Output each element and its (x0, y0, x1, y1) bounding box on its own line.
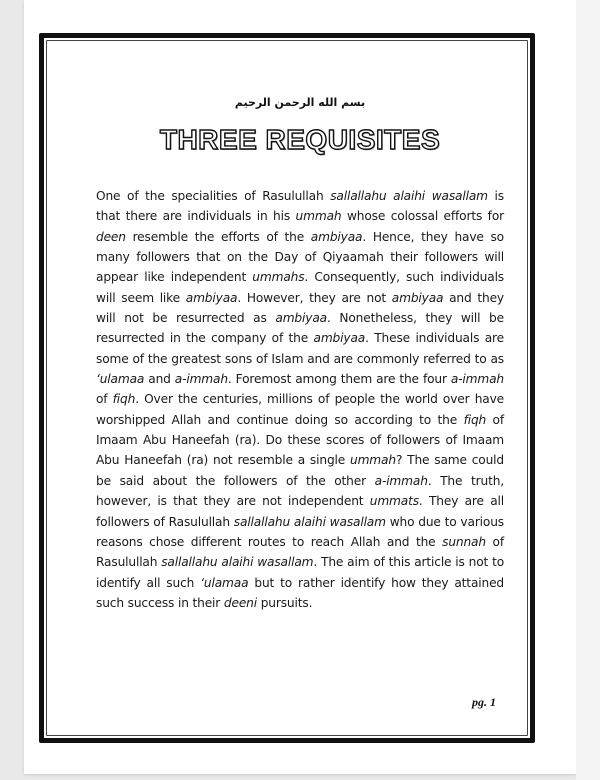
italic-term: a-immah (450, 372, 504, 387)
bismillah-heading: بسم الله الرحمن الرحيم (234, 96, 366, 109)
italic-term: a-immah (174, 372, 228, 387)
article-paragraph (96, 186, 504, 613)
italic-term: ‘ulamaa (200, 575, 249, 590)
text-run: ? The same could be said about the followers of the other (96, 453, 504, 488)
italic-term: ambiyaa (185, 290, 238, 305)
italic-term: sallallahu alaihi wasallam (161, 555, 314, 570)
text-run: of (96, 392, 113, 407)
text-run: pursuits. (256, 595, 313, 610)
italic-term: sallallahu alaihi wasallam (330, 189, 488, 203)
text-run: of Imaam Abu Haneefah (ra). Do these scores of followers of Imaam Abu Haneefah (ra) not resemble a single (96, 412, 504, 468)
text-run: . They are all followers of Rasulullah (96, 494, 504, 529)
text-run: but to rather identify how they attained such success in their (96, 575, 505, 610)
italic-term: ambiyaa (313, 331, 366, 346)
text-run: One of the specialities of Rasulullah (96, 189, 331, 203)
text-run: . Over the centuries, millions of people the world over have worshipped Allah and continue doing so according to the (96, 392, 504, 427)
text-run: and they will not be resurrected as (96, 290, 504, 326)
italic-term: ‘ulamaa (96, 372, 145, 387)
italic-term: fiqh (112, 392, 136, 407)
text-run: . The aim of this article is not to identify all such (96, 555, 505, 590)
text-run: whose colossal efforts for (341, 209, 504, 224)
text-run: . However, they are not (237, 290, 392, 305)
text-run: and (144, 372, 175, 387)
italic-term: deeni (223, 595, 257, 610)
italic-term: ambiyaa (310, 229, 363, 244)
text-run: . These individuals are some of the greatest sons of Islam and are commonly referred to as (96, 331, 504, 366)
text-run: resemble the efforts of the (125, 229, 311, 244)
italic-term: deen (96, 229, 126, 244)
italic-term: ummah (350, 453, 396, 468)
text-run: . Hence, they have so many followers that on the Day of Qiyaamah their followers will appear like independent (96, 229, 504, 285)
page-number: pg. 1 (472, 695, 496, 709)
page-title: THREE REQUISITES (159, 124, 441, 155)
text-run: of Rasulullah (96, 534, 505, 570)
italic-term: fiqh (463, 412, 487, 427)
scroll-area-edge (576, 0, 600, 780)
text-run: . Foremost among them are the four (227, 372, 451, 387)
text-run: . Nonetheless, they will be resurrected in the company of the (96, 311, 504, 346)
text-run: who due to various reasons chose different routes to reach Allah and the (96, 514, 504, 549)
italic-term: sunnah (442, 534, 486, 549)
italic-term: sallallahu alaihi wasallam (233, 514, 386, 529)
italic-term: ummah (295, 209, 342, 224)
italic-term: a-immah (374, 473, 428, 488)
italic-term: ambiyaa (391, 290, 444, 305)
italic-term: ummahs (252, 270, 305, 285)
text-run: . The truth, however, is that they are not independent (96, 473, 504, 509)
italic-term: ambiyaa (275, 311, 327, 326)
italic-term: ummats (369, 494, 419, 509)
text-run: . Consequently, such individuals will seem like (96, 270, 504, 305)
text-run: is that there are individuals in his (96, 189, 504, 224)
